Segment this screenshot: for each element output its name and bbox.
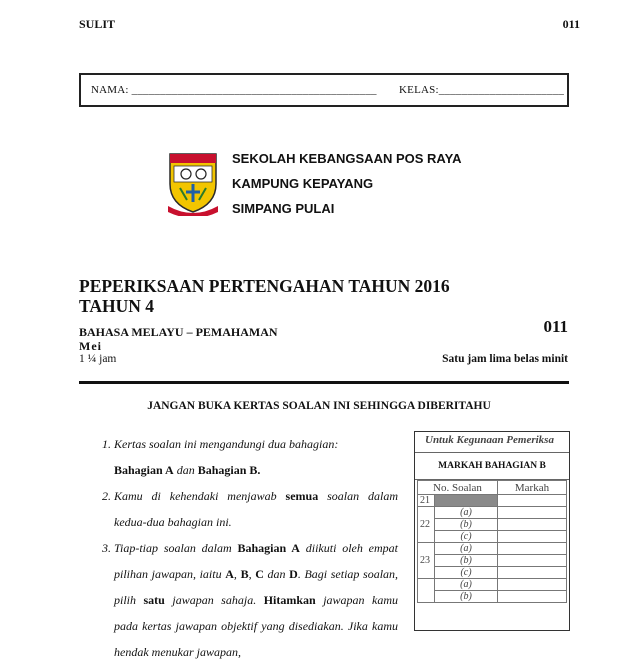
table-row: (b) — [418, 519, 567, 531]
table-row: 23 (a) — [418, 543, 567, 555]
exam-title: PEPERIKSAAN PERTENGAHAN TAHUN 2016 — [79, 276, 450, 296]
examiner-box-title: Untuk Kegunaan Pemeriksa — [415, 432, 569, 453]
warning-text: JANGAN BUKA KERTAS SOALAN INI SEHINGGA DIBERITAHU — [147, 400, 491, 412]
school-name-line2: KAMPUNG KEPAYANG — [232, 176, 374, 191]
exam-duration: 1 ¼ jam — [79, 353, 117, 365]
mark-cell[interactable] — [498, 519, 567, 531]
table-row: (c) — [418, 567, 567, 579]
mark-cell[interactable] — [498, 579, 567, 591]
exam-duration-words: Satu jam lima belas minit — [442, 353, 568, 365]
col-mark: Markah — [498, 481, 567, 495]
school-crest-icon — [166, 150, 220, 221]
table-row: 22 (a) — [418, 507, 567, 519]
marks-table — [417, 480, 567, 603]
school-name-line3: SIMPANG PULAI — [232, 201, 335, 216]
table-row: (b) — [418, 555, 567, 567]
table-row: (b) — [418, 591, 567, 603]
mark-cell[interactable] — [498, 507, 567, 519]
exam-year-level: TAHUN 4 — [79, 296, 155, 316]
exam-month: Mei — [79, 339, 102, 353]
mark-cell[interactable] — [498, 567, 567, 579]
class-field[interactable]: KELAS:______________________ — [399, 84, 565, 96]
table-row: (a) — [418, 579, 567, 591]
header-right: 011 — [562, 17, 580, 31]
mark-cell[interactable] — [498, 555, 567, 567]
name-field[interactable]: NAMA: ___________________________________________ — [91, 84, 377, 96]
exam-code: 011 — [543, 317, 568, 336]
table-header-row — [418, 481, 567, 495]
table-row: 21 — [418, 495, 567, 507]
examiner-box-subtitle: MARKAH BAHAGIAN B — [415, 453, 569, 480]
mark-cell[interactable] — [498, 531, 567, 543]
header-left: SULIT — [79, 17, 116, 31]
divider-rule — [79, 381, 569, 384]
name-class-box — [79, 73, 569, 107]
col-question-no: No. Soalan — [418, 481, 498, 495]
examiner-marks-box — [414, 431, 570, 631]
mark-cell[interactable] — [498, 495, 567, 507]
instruction-1: 1. Kertas soalan ini mengandungi dua bahagian: Bahagian A dan Bahagian B. — [114, 431, 398, 483]
school-name-line1: SEKOLAH KEBANGSAAN POS RAYA — [232, 151, 462, 166]
instruction-3: 3. Tiap-tiap soalan dalam Bahagian A diikuti oleh empat pilihan jawapan, iaitu A, B, C dan D. Bagi setiap soalan, pilih satu jawapan sahaja. Hitamkan jawapan kamu pada kertas jawapan objektif yang disediakan. Jika kamu hendak menukar jawapan, — [114, 535, 398, 665]
exam-subject: BAHASA MELAYU – PEMAHAMAN — [79, 325, 278, 339]
instruction-2: 2. Kamu di kehendaki menjawab semua soalan dalam kedua-dua bahagian ini. — [114, 483, 398, 535]
mark-cell[interactable] — [498, 543, 567, 555]
table-row: (c) — [418, 531, 567, 543]
mark-cell[interactable] — [498, 591, 567, 603]
